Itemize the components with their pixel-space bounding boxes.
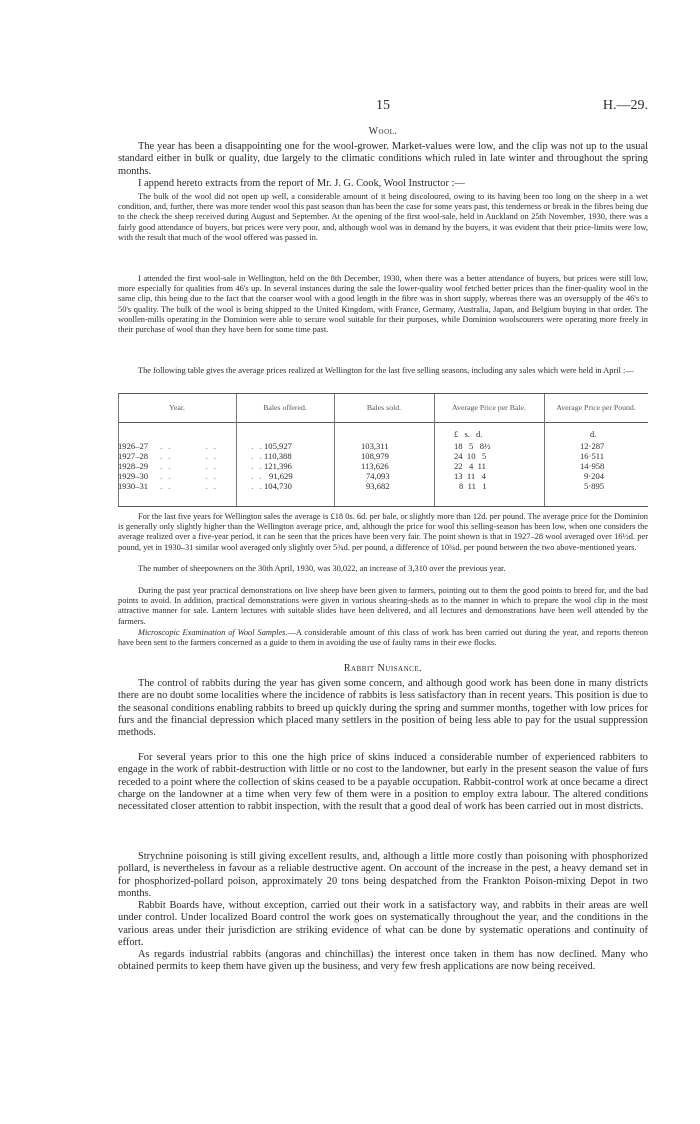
cell-offered: 110,388 [264, 451, 292, 461]
wool-prices-table [118, 393, 648, 507]
cell-bale: 24 10 5 [454, 451, 487, 461]
rabbit-paragraph-5: As regards industrial rabbits (angoras and chinchillas) the interest once taken in them has now declined. Many who obtained permits to keep them have given up the business, and very few fresh applications are now being received. [118, 949, 648, 973]
wool-paragraph-5: The following table gives the average prices realized at Wellington for the last five selling seasons, including any sales which were held in April :— [138, 366, 634, 375]
table-row [118, 451, 648, 461]
rabbit-paragraph-1: The control of rabbits during the year has given some concern, and although good work has been done in many districts there are no doubt some localities where the incidence of rabbits is less satisfactory than in recent years. This position is due to the seasonal conditions enabling rabbits to breed up quickly during the spring and summer months, together with low prices for furs and the financial depression which placed many settlers in the position of being less able to pay for the usual suppression methods. [118, 678, 648, 739]
rabbit-paragraph-3: Strychnine poisoning is still giving excellent results, and, although a little more costly than poisoning with phosphorized pollard, is nevertheless in favour as a reliable destructive agent. On account of the increase in the pest, a heavy demand set in for phosphorized-pollard poison, approximately 20 tons being despatched from the Frankton Poison-mixing Depot in two months. [118, 851, 648, 899]
cell-bale: 8 11 1 [459, 481, 487, 491]
cell-leader: . . . . . . [160, 451, 264, 461]
cell-year: 1928–29 [118, 461, 149, 471]
table-row [118, 461, 648, 471]
cell-leader: . . . . . . [160, 441, 264, 451]
cell-leader: . . . . . . [160, 461, 264, 471]
wool-paragraph-4: I attended the first wool-sale in Wellington, held on the 8th December, 1930, when there was a better attendance of buyers, but prices were still low, more especially for qualities from 46's up. In several instances during the sale the lower-quality wool fetched better prices than the finer-quality wool in the same clip, this being due to the fact that the coarser wool with a good length in the fibre was in short supply, whereas there was an oversupply of the 46's to 50's quality. The bulk of the wool is being shipped to the United Kingdom, with France, Germany, Australia, Japan, and Belgium buying in that order. The woollen-mills operating in the Dominion were able to secure wool suitable for their purposes, while Dominion woolscourers were operating more freely in their purchase of wool than they have been for some time past. [118, 274, 648, 335]
wool-paragraph-2: I append hereto extracts from the report of Mr. J. G. Cook, Wool Instructor :— [138, 178, 465, 189]
cell-leader: . . . . . . [160, 471, 264, 481]
cell-pound: 14·958 [580, 461, 605, 471]
units-bale: £ s. d. [454, 430, 483, 439]
cell-year: 1929–30 [118, 471, 149, 481]
cell-sold: 108,979 [361, 451, 389, 461]
header-bales-offered: Bales offered. [263, 402, 307, 412]
cell-year: 1930–31 [118, 481, 149, 491]
header-year: Year. [169, 402, 185, 412]
table-row [118, 441, 648, 451]
wool-paragraph-8: During the past year practical demonstrations on live sheep have been given to farmers, pointing out to them the good points to breed for, and the bad points to avoid. In addition, practical demonstrations were given in various shearing-sheds as to the manner in which to prepare the wool clip in the most attractive manner for sale. Lantern lectures with suitable slides have been delivered, and all lectures and demonstrations have been well attended by the farmers. [118, 586, 648, 626]
header-bales-sold: Bales sold. [366, 402, 402, 412]
cell-bale: 22 4 11 [454, 461, 486, 471]
cell-leader: . . . . . . [160, 481, 264, 491]
header-price-per-bale: Average Price per Bale. [452, 402, 526, 412]
cell-year: 1927–28 [118, 451, 149, 461]
cell-bale: 13 11 4 [454, 471, 486, 481]
cell-offered: 121,396 [264, 461, 292, 471]
wool-paragraph-6: For the last five years for Wellington sales the average is £18 0s. 6d. per bale, or slightly more than 12d. per pound. The average price for the Dominion is generally only slightly higher than the Wellington average price, and, although the price for wool this selling-season has been low, when one considers the average realized over a five-year period, it can be seen that the prices have been very fair. The point shown is that in 1927–28 wool averaged over 16½d. per pound, yet in 1930–31 similar wool averaged only slightly over 5¾d. per pound, a difference of 10¾d. per pound between the two above-mentioned years. [118, 512, 648, 552]
document-reference: H.—29. [602, 98, 648, 113]
cell-pound: 9·204 [584, 471, 605, 481]
cell-sold: 103,311 [361, 441, 389, 451]
units-pound: d. [590, 430, 597, 439]
cell-offered: 91,629 [269, 471, 293, 481]
cell-pound: 5·895 [584, 481, 605, 491]
page-number: 15 [376, 98, 390, 113]
cell-sold: 113,626 [361, 461, 389, 471]
cell-offered: 104,730 [264, 481, 292, 491]
rabbit-paragraph-4: Rabbit Boards have, without exception, carried out their work in a satisfactory way, and rabbits in their areas are well under control. Under localized Board control the work goes on systematically throughout the year, and the conditions in the various areas under their jurisdiction are striking evidence of what can be done by systematic operations and continuity of effort. [118, 900, 648, 948]
section-heading-rabbit-nuisance: Rabbit Nuisance. [343, 663, 423, 674]
cell-year: 1926–27 [118, 441, 149, 451]
wool-paragraph-7: The number of sheepowners on the 30th April, 1930, was 30,022, an increase of 3,310 over the previous year. [138, 564, 506, 573]
cell-offered: 105,927 [264, 441, 292, 451]
subheading-microscopic-examination: Microscopic Examination of Wool Samples. [138, 628, 288, 637]
rabbit-paragraph-2: For several years prior to this one the high price of skins induced a considerable number of experienced rabbiters to engage in the work of rabbit-destruction with little or no cost to the landowner, but early in the present season the value of furs receded to a point where the collection of skins ceased to be a payable occupation. Rabbit-control work at once became a direct charge on the landowner at a time when very few of them were in a position to employ extra labour. The altered conditions necessitated closer attention to rabbit inspection, with the result that a good deal of work has been carried out in most districts. [118, 752, 648, 813]
wool-paragraph-9-text: —A considerable amount of this class of work has been carried out during the year, and reports thereon have been sent to the farmers concerned as a guide to them in avoiding the use of faulty rams in their ewe flocks. [118, 628, 649, 648]
wool-paragraph-1: The year has been a disappointing one for the wool-grower. Market-values were low, and the clip was not up to the usual standard either in bulk or quality, due largely to the climatic conditions which ruled in late winter and throughout the spring months. [118, 141, 648, 177]
table-row [118, 481, 648, 491]
cell-sold: 74,093 [366, 471, 390, 481]
wool-paragraph-9 [118, 628, 648, 648]
section-heading-wool: Wool. [368, 126, 398, 137]
cell-bale: 18 5 8½ [454, 441, 491, 451]
page-header [118, 98, 648, 118]
wool-paragraph-3: The bulk of the wool did not open up well, a considerable amount of it being discoloured, owing to its having been too long on the sheep in a wet condition, and, further, there was more tender wool this past season than has been the case for some years past, this tenderness or break in the fibres being due to the check the sheep received during August and September. At the opening of the first wool-sale, held in Auckland on 25th November, 1930, there was a fairly good attendance of buyers, but prices were very poor, and, although wool was in demand by the buyers, it was evident that their price-limits were low, with the result that much of the wool offered was passed in. [118, 192, 648, 242]
cell-sold: 93,682 [366, 481, 390, 491]
table-row [118, 471, 648, 481]
header-price-per-pound: Average Price per Pound. [556, 402, 636, 412]
cell-pound: 12·287 [580, 441, 605, 451]
cell-pound: 16·511 [580, 451, 605, 461]
